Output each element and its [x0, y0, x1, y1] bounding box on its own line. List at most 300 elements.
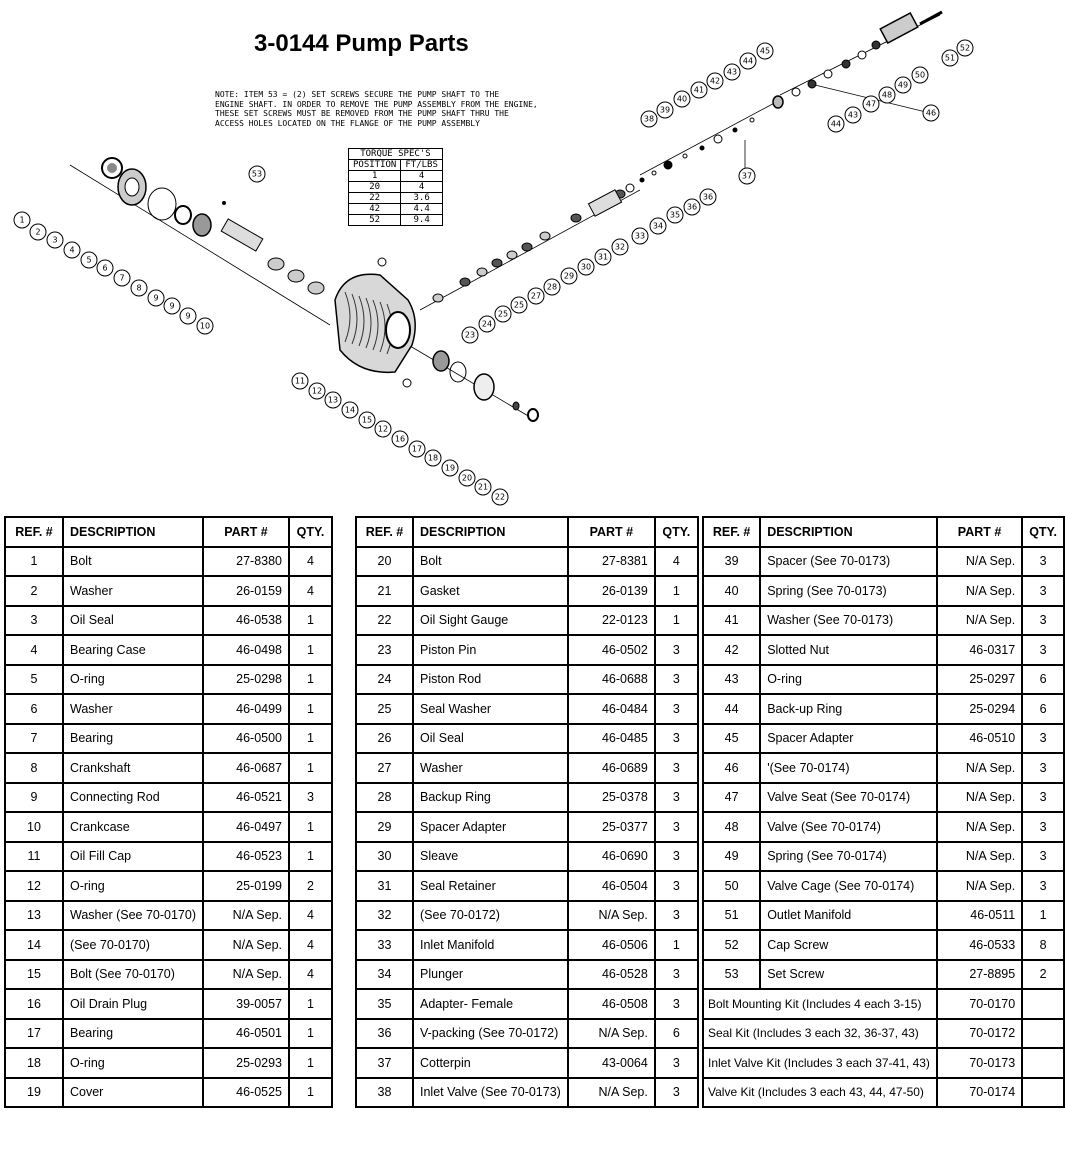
col-ref: REF. #	[5, 517, 63, 547]
part-number: N/A Sep.	[568, 901, 655, 931]
callout-label: 36	[686, 202, 698, 212]
table-row	[5, 635, 332, 665]
part-number: 46-0500	[203, 724, 289, 754]
kit-part-number: 70-0172	[937, 1019, 1022, 1049]
ref-number: 19	[5, 1078, 63, 1108]
callout-label: 7	[119, 273, 125, 283]
valve-part-shape	[626, 184, 634, 192]
part-description: Washer	[63, 694, 203, 724]
callout-label: 15	[361, 415, 373, 425]
callout-12	[309, 383, 325, 399]
callout-label: 50	[914, 70, 926, 80]
part-number: N/A Sep.	[203, 960, 289, 990]
callout-label: 18	[427, 453, 439, 463]
ref-number: 31	[356, 871, 413, 901]
callout-label: 41	[693, 85, 705, 95]
part-description: Piston Pin	[413, 635, 568, 665]
ref-number: 8	[5, 753, 63, 783]
part-number: 25-0199	[203, 871, 289, 901]
oil-fill-cap-shape	[378, 258, 386, 266]
oil-sight-gauge-shape	[528, 409, 538, 421]
table-row	[703, 753, 1064, 783]
ref-number: 11	[5, 842, 63, 872]
crankcase-bore	[386, 312, 410, 348]
part-description: (See 70-0170)	[63, 930, 203, 960]
callout-label: 9	[185, 311, 191, 321]
note-line: ENGINE SHAFT. IN ORDER TO REMOVE THE PUMP ASSEMBLY FROM THE ENGINE,	[215, 99, 538, 109]
valve-part-shape	[750, 118, 754, 122]
ref-number: 35	[356, 989, 413, 1019]
callout-label: 27	[530, 291, 542, 301]
table-row	[703, 635, 1064, 665]
torque-spec-table	[348, 148, 443, 226]
part-number: 27-8895	[937, 960, 1022, 990]
callout-33	[632, 228, 648, 244]
part-number: N/A Sep.	[937, 842, 1022, 872]
callout-30	[578, 259, 594, 275]
part-number: 46-0511	[937, 901, 1022, 931]
bearing-shape	[193, 214, 211, 236]
callout-34	[650, 218, 666, 234]
callout-7	[114, 270, 130, 286]
table-row	[356, 930, 698, 960]
table-row	[356, 665, 698, 695]
outlet-valve-part-shape	[842, 60, 850, 68]
part-qty: 3	[655, 694, 698, 724]
part-qty: 4	[655, 547, 698, 577]
ref-number: 28	[356, 783, 413, 813]
parts-table-1	[4, 516, 333, 1108]
callout-label: 1	[19, 215, 25, 225]
part-description: Cap Screw	[760, 930, 937, 960]
part-number: 27-8381	[568, 547, 655, 577]
part-qty: 3	[655, 1048, 698, 1078]
note-line: NOTE: ITEM 53 = (2) SET SCREWS SECURE THE PUMP SHAFT TO THE	[215, 90, 500, 99]
callout-label: 17	[411, 444, 423, 454]
callout-24	[479, 316, 495, 332]
ref-number: 23	[356, 635, 413, 665]
part-number: 46-0498	[203, 635, 289, 665]
callout-label: 11	[294, 376, 306, 386]
callout-label: 47	[865, 99, 877, 109]
callout-label: 16	[394, 434, 406, 444]
part-qty: 1	[289, 1019, 332, 1049]
ref-number: 10	[5, 812, 63, 842]
col-part: PART #	[203, 517, 289, 547]
part-qty: 3	[655, 901, 698, 931]
callout-label: 25	[513, 300, 525, 310]
table-row	[356, 547, 698, 577]
part-description: Inlet Valve (See 70-0173)	[413, 1078, 568, 1108]
ref-number: 6	[5, 694, 63, 724]
part-qty: 4	[289, 576, 332, 606]
ref-number: 15	[5, 960, 63, 990]
callout-label: 44	[742, 56, 754, 66]
outlet-valve-part-shape	[872, 41, 880, 49]
outlet-manifold-shape	[880, 13, 918, 43]
col-description: DESCRIPTION	[413, 517, 568, 547]
callout-9	[148, 290, 164, 306]
callout-label: 25	[497, 309, 509, 319]
part-description: V-packing (See 70-0172)	[413, 1019, 568, 1049]
table-row	[356, 724, 698, 754]
part-number: 25-0378	[568, 783, 655, 813]
table-row	[5, 960, 332, 990]
part-description: Connecting Rod	[63, 783, 203, 813]
torque-row	[349, 182, 443, 193]
part-description: Oil Fill Cap	[63, 842, 203, 872]
callout-47	[863, 96, 879, 112]
table-row	[356, 694, 698, 724]
callout-17	[409, 441, 425, 457]
part-qty: 6	[655, 1019, 698, 1049]
part-number: 46-0523	[203, 842, 289, 872]
part-description: Bearing	[63, 1019, 203, 1049]
ref-number: 33	[356, 930, 413, 960]
kit-description: Inlet Valve Kit (Includes 3 each 37-41, 43)	[703, 1048, 937, 1078]
ref-number: 53	[703, 960, 760, 990]
outlet-valve-part-shape	[792, 88, 800, 96]
torque-row	[349, 204, 443, 215]
callout-label: 9	[153, 293, 159, 303]
part-qty: 3	[655, 724, 698, 754]
ref-number: 9	[5, 783, 63, 813]
part-description: Spacer Adapter	[760, 724, 937, 754]
table-row	[703, 606, 1064, 636]
table-row	[356, 576, 698, 606]
part-number: N/A Sep.	[203, 930, 289, 960]
o-ring-shape	[148, 188, 176, 220]
torque-value: 4.4	[401, 204, 443, 215]
kit-row	[703, 1019, 1064, 1049]
callout-5	[81, 252, 97, 268]
col-qty: QTY.	[289, 517, 332, 547]
part-qty: 3	[655, 635, 698, 665]
ref-number: 45	[703, 724, 760, 754]
callout-label: 2	[35, 227, 41, 237]
note-line: ACCESS HOLES LOCATED ON THE FLANGE OF THE PUMP ASSEMBLY	[215, 118, 480, 128]
part-number: 46-0525	[203, 1078, 289, 1108]
table-row	[5, 724, 332, 754]
callout-label: 24	[481, 319, 493, 329]
table-row	[703, 576, 1064, 606]
callout-label: 34	[652, 221, 664, 231]
callout-label: 10	[199, 321, 211, 331]
callout-28	[544, 279, 560, 295]
shaft-axis-line	[70, 165, 330, 325]
kit-row	[703, 989, 1064, 1019]
kit-qty	[1022, 1019, 1064, 1049]
ref-number: 21	[356, 576, 413, 606]
part-number: 27-8380	[203, 547, 289, 577]
part-description: Washer (See 70-0173)	[760, 606, 937, 636]
table-row	[5, 930, 332, 960]
part-qty: 3	[1022, 635, 1064, 665]
part-description: Sleave	[413, 842, 568, 872]
table-row	[356, 989, 698, 1019]
callout-51	[942, 50, 958, 66]
valve-part-shape	[733, 128, 737, 132]
callout-15	[359, 412, 375, 428]
part-qty: 2	[289, 871, 332, 901]
plunger-part-shape	[571, 214, 581, 222]
part-qty: 3	[1022, 724, 1064, 754]
callout-8	[131, 280, 147, 296]
torque-rows	[349, 171, 443, 226]
valve-part-shape	[700, 146, 704, 150]
valve-part-shape	[664, 161, 672, 169]
callout-37	[739, 168, 755, 184]
part-number: 46-0499	[203, 694, 289, 724]
callout-label: 23	[464, 330, 476, 340]
table-row	[5, 871, 332, 901]
col-ref: REF. #	[356, 517, 413, 547]
part-qty: 1	[289, 842, 332, 872]
part-description: Valve Seat (See 70-0174)	[760, 783, 937, 813]
part-qty: 3	[289, 783, 332, 813]
part-qty: 3	[655, 989, 698, 1019]
part-number: N/A Sep.	[568, 1019, 655, 1049]
table-row	[703, 547, 1064, 577]
kit-description: Seal Kit (Includes 3 each 32, 36-37, 43)	[703, 1019, 937, 1049]
ref-number: 24	[356, 665, 413, 695]
part-number: 46-0497	[203, 812, 289, 842]
part-description: Inlet Manifold	[413, 930, 568, 960]
ref-number: 51	[703, 901, 760, 931]
callout-label: 3	[52, 235, 58, 245]
ref-number: 26	[356, 724, 413, 754]
callout-2	[30, 224, 46, 240]
table-row	[5, 783, 332, 813]
callout-label: 4	[69, 245, 75, 255]
part-description: Set Screw	[760, 960, 937, 990]
callout-label: 28	[546, 282, 558, 292]
part-number: N/A Sep.	[568, 1078, 655, 1108]
callout-label: 14	[344, 405, 356, 415]
ref-number: 4	[5, 635, 63, 665]
part-number: N/A Sep.	[937, 576, 1022, 606]
part-qty: 1	[289, 989, 332, 1019]
callout-3	[47, 232, 63, 248]
callout-label: 8	[136, 283, 142, 293]
part-number: 46-0504	[568, 871, 655, 901]
part-qty: 1	[289, 635, 332, 665]
ref-number: 50	[703, 871, 760, 901]
callout-label: 52	[959, 43, 971, 53]
part-description: Slotted Nut	[760, 635, 937, 665]
part-qty: 3	[655, 871, 698, 901]
callout-19	[442, 460, 458, 476]
callout-16	[392, 431, 408, 447]
part-qty: 4	[289, 547, 332, 577]
part-qty: 3	[1022, 606, 1064, 636]
callout-label: 33	[634, 231, 646, 241]
part-qty: 1	[289, 812, 332, 842]
callout-31	[595, 249, 611, 265]
cover-shape	[474, 374, 494, 400]
callout-label: 20	[461, 473, 473, 483]
torque-title: TORQUE SPEC'S	[349, 149, 443, 160]
part-number: 39-0057	[203, 989, 289, 1019]
kit-qty	[1022, 1048, 1064, 1078]
callout-label: 9	[169, 301, 175, 311]
table-row	[703, 724, 1064, 754]
part-number: 43-0064	[568, 1048, 655, 1078]
callout-label: 51	[944, 53, 956, 63]
part-number: 46-0688	[568, 665, 655, 695]
part-number: N/A Sep.	[937, 547, 1022, 577]
table-row	[5, 1019, 332, 1049]
ref-number: 13	[5, 901, 63, 931]
part-description: Spring (See 70-0173)	[760, 576, 937, 606]
set-screw-shape	[222, 201, 226, 205]
part-description: Valve Cage (See 70-0174)	[760, 871, 937, 901]
ref-number: 43	[703, 665, 760, 695]
col-description: DESCRIPTION	[760, 517, 937, 547]
callout-label: 53	[251, 169, 263, 179]
ref-number: 20	[356, 547, 413, 577]
torque-value: 4	[401, 182, 443, 193]
ref-number: 14	[5, 930, 63, 960]
callout-36	[684, 199, 700, 215]
part-qty: 1	[655, 606, 698, 636]
torque-row	[349, 171, 443, 182]
valve-part-shape	[652, 171, 656, 175]
callout-label: 30	[580, 262, 592, 272]
torque-header-ftlbs: FT/LBS	[401, 160, 443, 171]
ref-number: 37	[356, 1048, 413, 1078]
ref-number: 52	[703, 930, 760, 960]
table-row	[356, 960, 698, 990]
callout-45	[757, 43, 773, 59]
callout-label: 32	[614, 242, 626, 252]
ref-number: 3	[5, 606, 63, 636]
part-description: Oil Sight Gauge	[413, 606, 568, 636]
callout-44	[828, 116, 844, 132]
kit-description: Bolt Mounting Kit (Includes 4 each 3-15)	[703, 989, 937, 1019]
callout-10	[197, 318, 213, 334]
part-description: Back-up Ring	[760, 694, 937, 724]
part-number: N/A Sep.	[937, 812, 1022, 842]
valve-part-shape	[640, 178, 644, 182]
part-qty: 1	[289, 1078, 332, 1108]
torque-value: 3.6	[401, 193, 443, 204]
ref-number: 38	[356, 1078, 413, 1108]
callout-43	[845, 107, 861, 123]
outlet-valve-part-shape	[824, 70, 832, 78]
part-description: Spring (See 70-0174)	[760, 842, 937, 872]
part-description: Oil Seal	[63, 606, 203, 636]
kit-part-number: 70-0173	[937, 1048, 1022, 1078]
torque-row	[349, 193, 443, 204]
callout-25	[511, 297, 527, 313]
callout-25	[495, 306, 511, 322]
ref-number: 46	[703, 753, 760, 783]
part-number: 46-0510	[937, 724, 1022, 754]
inlet-manifold-shape	[588, 190, 621, 216]
torque-row	[349, 215, 443, 226]
torque-value: 4	[401, 171, 443, 182]
part-qty: 3	[1022, 547, 1064, 577]
callout-50	[912, 67, 928, 83]
table-row	[5, 665, 332, 695]
part-qty: 3	[1022, 871, 1064, 901]
part-description: O-ring	[63, 665, 203, 695]
kit-qty	[1022, 989, 1064, 1019]
ref-number: 22	[356, 606, 413, 636]
part-description: O-ring	[63, 1048, 203, 1078]
callout-22	[492, 489, 508, 505]
col-qty: QTY.	[655, 517, 698, 547]
part-number: 25-0294	[937, 694, 1022, 724]
ref-number: 30	[356, 842, 413, 872]
part-description: Outlet Manifold	[760, 901, 937, 931]
callout-label: 35	[669, 210, 681, 220]
table-row	[356, 1019, 698, 1049]
bearing-shape	[433, 351, 449, 371]
table-row	[703, 694, 1064, 724]
part-description: Bolt	[63, 547, 203, 577]
callout-14	[342, 402, 358, 418]
callout-32	[612, 239, 628, 255]
part-number: 46-0502	[568, 635, 655, 665]
callout-27	[528, 288, 544, 304]
callout-label: 42	[709, 76, 721, 86]
ref-number: 5	[5, 665, 63, 695]
ref-number: 2	[5, 576, 63, 606]
col-part: PART #	[568, 517, 655, 547]
callout-44	[740, 53, 756, 69]
table-row	[5, 901, 332, 931]
part-qty: 3	[655, 783, 698, 813]
part-qty: 3	[655, 812, 698, 842]
plunger-part-shape	[460, 278, 470, 286]
part-qty: 1	[655, 576, 698, 606]
kit-qty	[1022, 1078, 1064, 1108]
callout-23	[462, 327, 478, 343]
table-row	[356, 753, 698, 783]
part-qty: 3	[1022, 783, 1064, 813]
part-qty: 4	[289, 960, 332, 990]
callout-label: 29	[563, 271, 575, 281]
callout-label: 22	[494, 492, 506, 502]
table-row	[703, 960, 1064, 990]
part-number: N/A Sep.	[203, 901, 289, 931]
table-row	[356, 635, 698, 665]
part-qty: 3	[655, 960, 698, 990]
ref-number: 41	[703, 606, 760, 636]
part-qty: 6	[1022, 665, 1064, 695]
part-number: 25-0298	[203, 665, 289, 695]
table-row	[703, 930, 1064, 960]
part-number: 26-0139	[568, 576, 655, 606]
bearing-case-bore	[125, 178, 139, 196]
part-qty: 3	[655, 842, 698, 872]
ref-number: 16	[5, 989, 63, 1019]
exploded-view-drawing	[0, 0, 1065, 510]
col-part: PART #	[937, 517, 1022, 547]
callout-label: 31	[597, 252, 609, 262]
table-row	[356, 871, 698, 901]
table-row	[5, 1048, 332, 1078]
part-description: Bearing Case	[63, 635, 203, 665]
torque-position: 52	[349, 215, 401, 226]
plunger-part-shape	[507, 251, 517, 259]
part-number: 26-0159	[203, 576, 289, 606]
kit-part-number: 70-0170	[937, 989, 1022, 1019]
part-qty: 1	[289, 1048, 332, 1078]
part-description: Washer	[63, 576, 203, 606]
